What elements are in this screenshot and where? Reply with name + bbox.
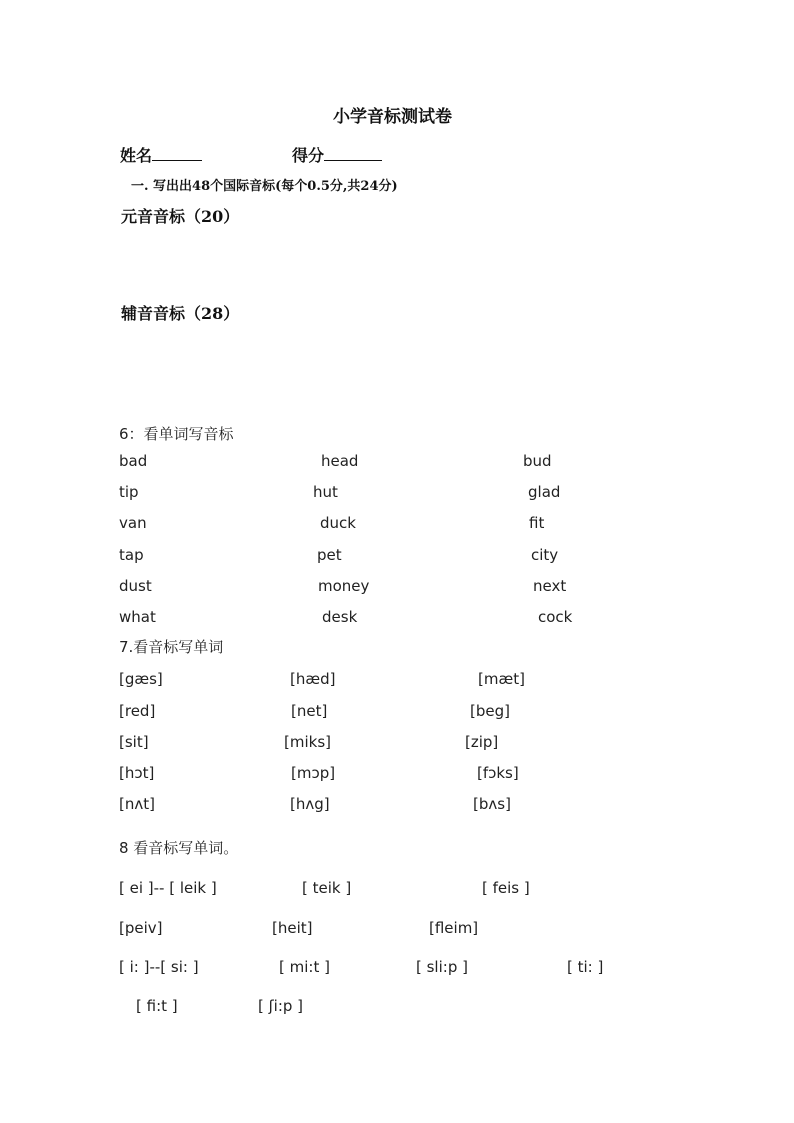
s8-phonetic: [ sli:p ] — [416, 958, 468, 976]
s8-phonetic: [peiv] — [119, 919, 163, 937]
name-blank[interactable] — [152, 146, 202, 161]
s7-phonetic: [net] — [291, 702, 328, 720]
s6-word: bad — [119, 452, 148, 470]
vowels-label: 元音音标（20） — [121, 207, 240, 226]
s7-phonetic: [zip] — [465, 733, 499, 751]
section6-heading: 6：看单词写音标 — [119, 425, 234, 443]
s7-phonetic: [beg] — [470, 702, 510, 720]
s6-word: fit — [529, 514, 545, 532]
s6-word: what — [119, 608, 156, 626]
s7-phonetic: [hʌg] — [290, 795, 330, 813]
s8-phonetic: [heit] — [272, 919, 313, 937]
s6-word: duck — [320, 514, 356, 532]
name-field[interactable] — [120, 146, 202, 164]
s6-word: head — [321, 452, 359, 470]
s7-phonetic: [red] — [119, 702, 156, 720]
s8-phonetic: [ fi:t ] — [136, 997, 178, 1015]
page-title: 小学音标测试卷 — [333, 107, 452, 127]
s8-phonetic: [ feis ] — [482, 879, 530, 897]
score-blank[interactable] — [324, 146, 382, 161]
s7-phonetic: [hɔt] — [119, 764, 155, 782]
s8-phonetic: [fleim] — [429, 919, 479, 937]
s7-phonetic: [gæs] — [119, 670, 163, 688]
s7-phonetic: [sit] — [119, 733, 149, 751]
s7-phonetic: [fɔks] — [477, 764, 519, 782]
s6-word: city — [531, 546, 559, 564]
s7-phonetic: [miks] — [284, 733, 331, 751]
s8-phonetic: [ ti: ] — [567, 958, 604, 976]
consonants-label: 辅音音标（28） — [121, 304, 240, 323]
s6-word: dust — [119, 577, 152, 595]
s7-phonetic: [nʌt] — [119, 795, 155, 813]
s6-word: pet — [317, 546, 342, 564]
s8-phonetic: [ teik ] — [302, 879, 352, 897]
s7-phonetic: [bʌs] — [473, 795, 511, 813]
s7-phonetic: [hæd] — [290, 670, 336, 688]
s8-phonetic: [ ʃi:p ] — [258, 997, 304, 1015]
name-label: 姓名 — [120, 146, 153, 165]
s8-phonetic: [ i: ]--[ si: ] — [119, 958, 199, 976]
score-label: 得分 — [292, 146, 325, 165]
section7-heading: 7.看音标写单词 — [119, 638, 224, 656]
section1-instruction: 一. 写出出48个国际音标(每个0.5分,共24分) — [131, 179, 398, 194]
s6-word: van — [119, 514, 147, 532]
s8-phonetic: [ mi:t ] — [279, 958, 330, 976]
s6-word: glad — [528, 483, 561, 501]
s6-word: money — [318, 577, 370, 595]
s7-phonetic: [mɔp] — [291, 764, 336, 782]
s6-word: tap — [119, 546, 144, 564]
s6-word: cock — [538, 608, 573, 626]
s6-word: next — [533, 577, 567, 595]
score-field[interactable] — [292, 146, 382, 164]
s6-word: desk — [322, 608, 358, 626]
section8-heading: 8 看音标写单词。 — [119, 839, 239, 857]
s7-phonetic: [mæt] — [478, 670, 525, 688]
s6-word: tip — [119, 483, 139, 501]
s6-word: bud — [523, 452, 552, 470]
s8-phonetic: [ ei ]-- [ leik ] — [119, 879, 217, 897]
s6-word: hut — [313, 483, 338, 501]
